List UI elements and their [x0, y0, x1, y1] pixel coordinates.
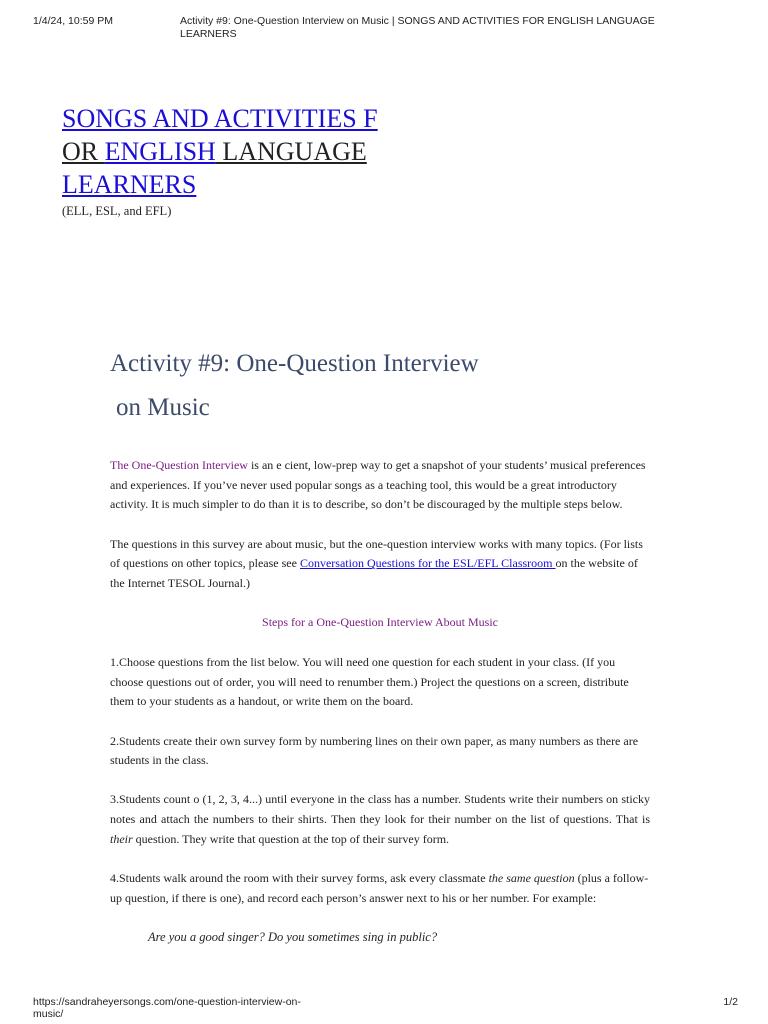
- site-title-link-learners[interactable]: LEARNERS: [62, 170, 197, 199]
- site-title-link-english[interactable]: ENGLISH: [104, 137, 216, 166]
- print-url: https://sandraheyersongs.com/one-question-interview-on-music/: [33, 996, 301, 1020]
- print-date: 1/4/24, 10:59 PM: [33, 15, 113, 27]
- site-title: [62, 102, 442, 201]
- topics-text-after: on the website of the Internet TESOL Journal.): [110, 556, 638, 591]
- site-title-link-part1[interactable]: SONGS AND ACTIVITIES F: [62, 104, 378, 133]
- step-4-text-before: 4.Students walk around the room with their survey forms, ask every classmate: [110, 871, 489, 886]
- step-3: [110, 790, 650, 849]
- site-title-part4: LANGUAGE: [215, 137, 367, 166]
- step-4-text-after: (plus a follow- up question, if there is one), and record each person’s answer next to his or her number. For example:: [110, 871, 649, 905]
- intro-paragraph: [110, 456, 650, 515]
- post-title-line1: Activity #9: One-Question Interview: [110, 350, 479, 377]
- example-question: Are you a good singer? Do you sometimes sing in public?: [148, 929, 438, 944]
- print-page-title: Activity #9: One-Question Interview on Music | SONGS AND ACTIVITIES FOR ENGLISH LANGUAGE LEARNERS: [180, 15, 655, 40]
- intro-text: is an e cient, low-prep way to get a snapshot of your students’ musical preferences and experiences. If you’ve never used popular songs as a teaching tool, this would be a great introductory activity. It is much simpler to do than it is to describe, so don’t be discouraged by the multiple steps below.: [110, 458, 646, 512]
- post-title-line2: on Music: [116, 394, 210, 421]
- step-3-text-before: 3.Students count o (1, 2, 3, 4...) until everyone in the class has a number. Students write their numbers on sticky notes and attach the numbers to their shirts. Then they look for their number on the list of questions. That is: [110, 792, 650, 827]
- topics-text-before: The questions in this survey are about music, but the one-question interview works with many topics. (For lists of questions on other topics, please see: [110, 536, 643, 571]
- step-3-emphasis: their: [110, 831, 133, 846]
- site-title-part2: OR: [62, 137, 105, 166]
- print-page-number: 1/2: [723, 996, 738, 1008]
- article-body: [110, 456, 650, 967]
- post-title: [110, 342, 670, 430]
- step-4: [110, 869, 650, 908]
- intro-highlight: The One-Question Interview: [110, 458, 248, 472]
- step-3-text-after: question. They write that question at the top of their survey form.: [132, 831, 450, 846]
- site-tagline: (ELL, ESL, and EFL): [62, 204, 172, 218]
- topics-paragraph: [110, 535, 650, 594]
- step-1: 1.Choose questions from the list below. You will need one question for each student in your class. (If you choose questions out of order, you will need to renumber them.) Project the questions on a screen, distribute them to your students as a handout, or write them on the board.: [110, 654, 629, 709]
- step-4-emphasis: the same question: [488, 871, 575, 886]
- steps-heading: Steps for a One-Question Interview About Music: [262, 615, 498, 630]
- conversation-questions-link[interactable]: Conversation Questions for the ESL/EFL Classroom: [299, 556, 556, 571]
- step-2: 2.Students create their own survey form by numbering lines on their own paper, as many numbers as there are students in the class.: [110, 733, 639, 768]
